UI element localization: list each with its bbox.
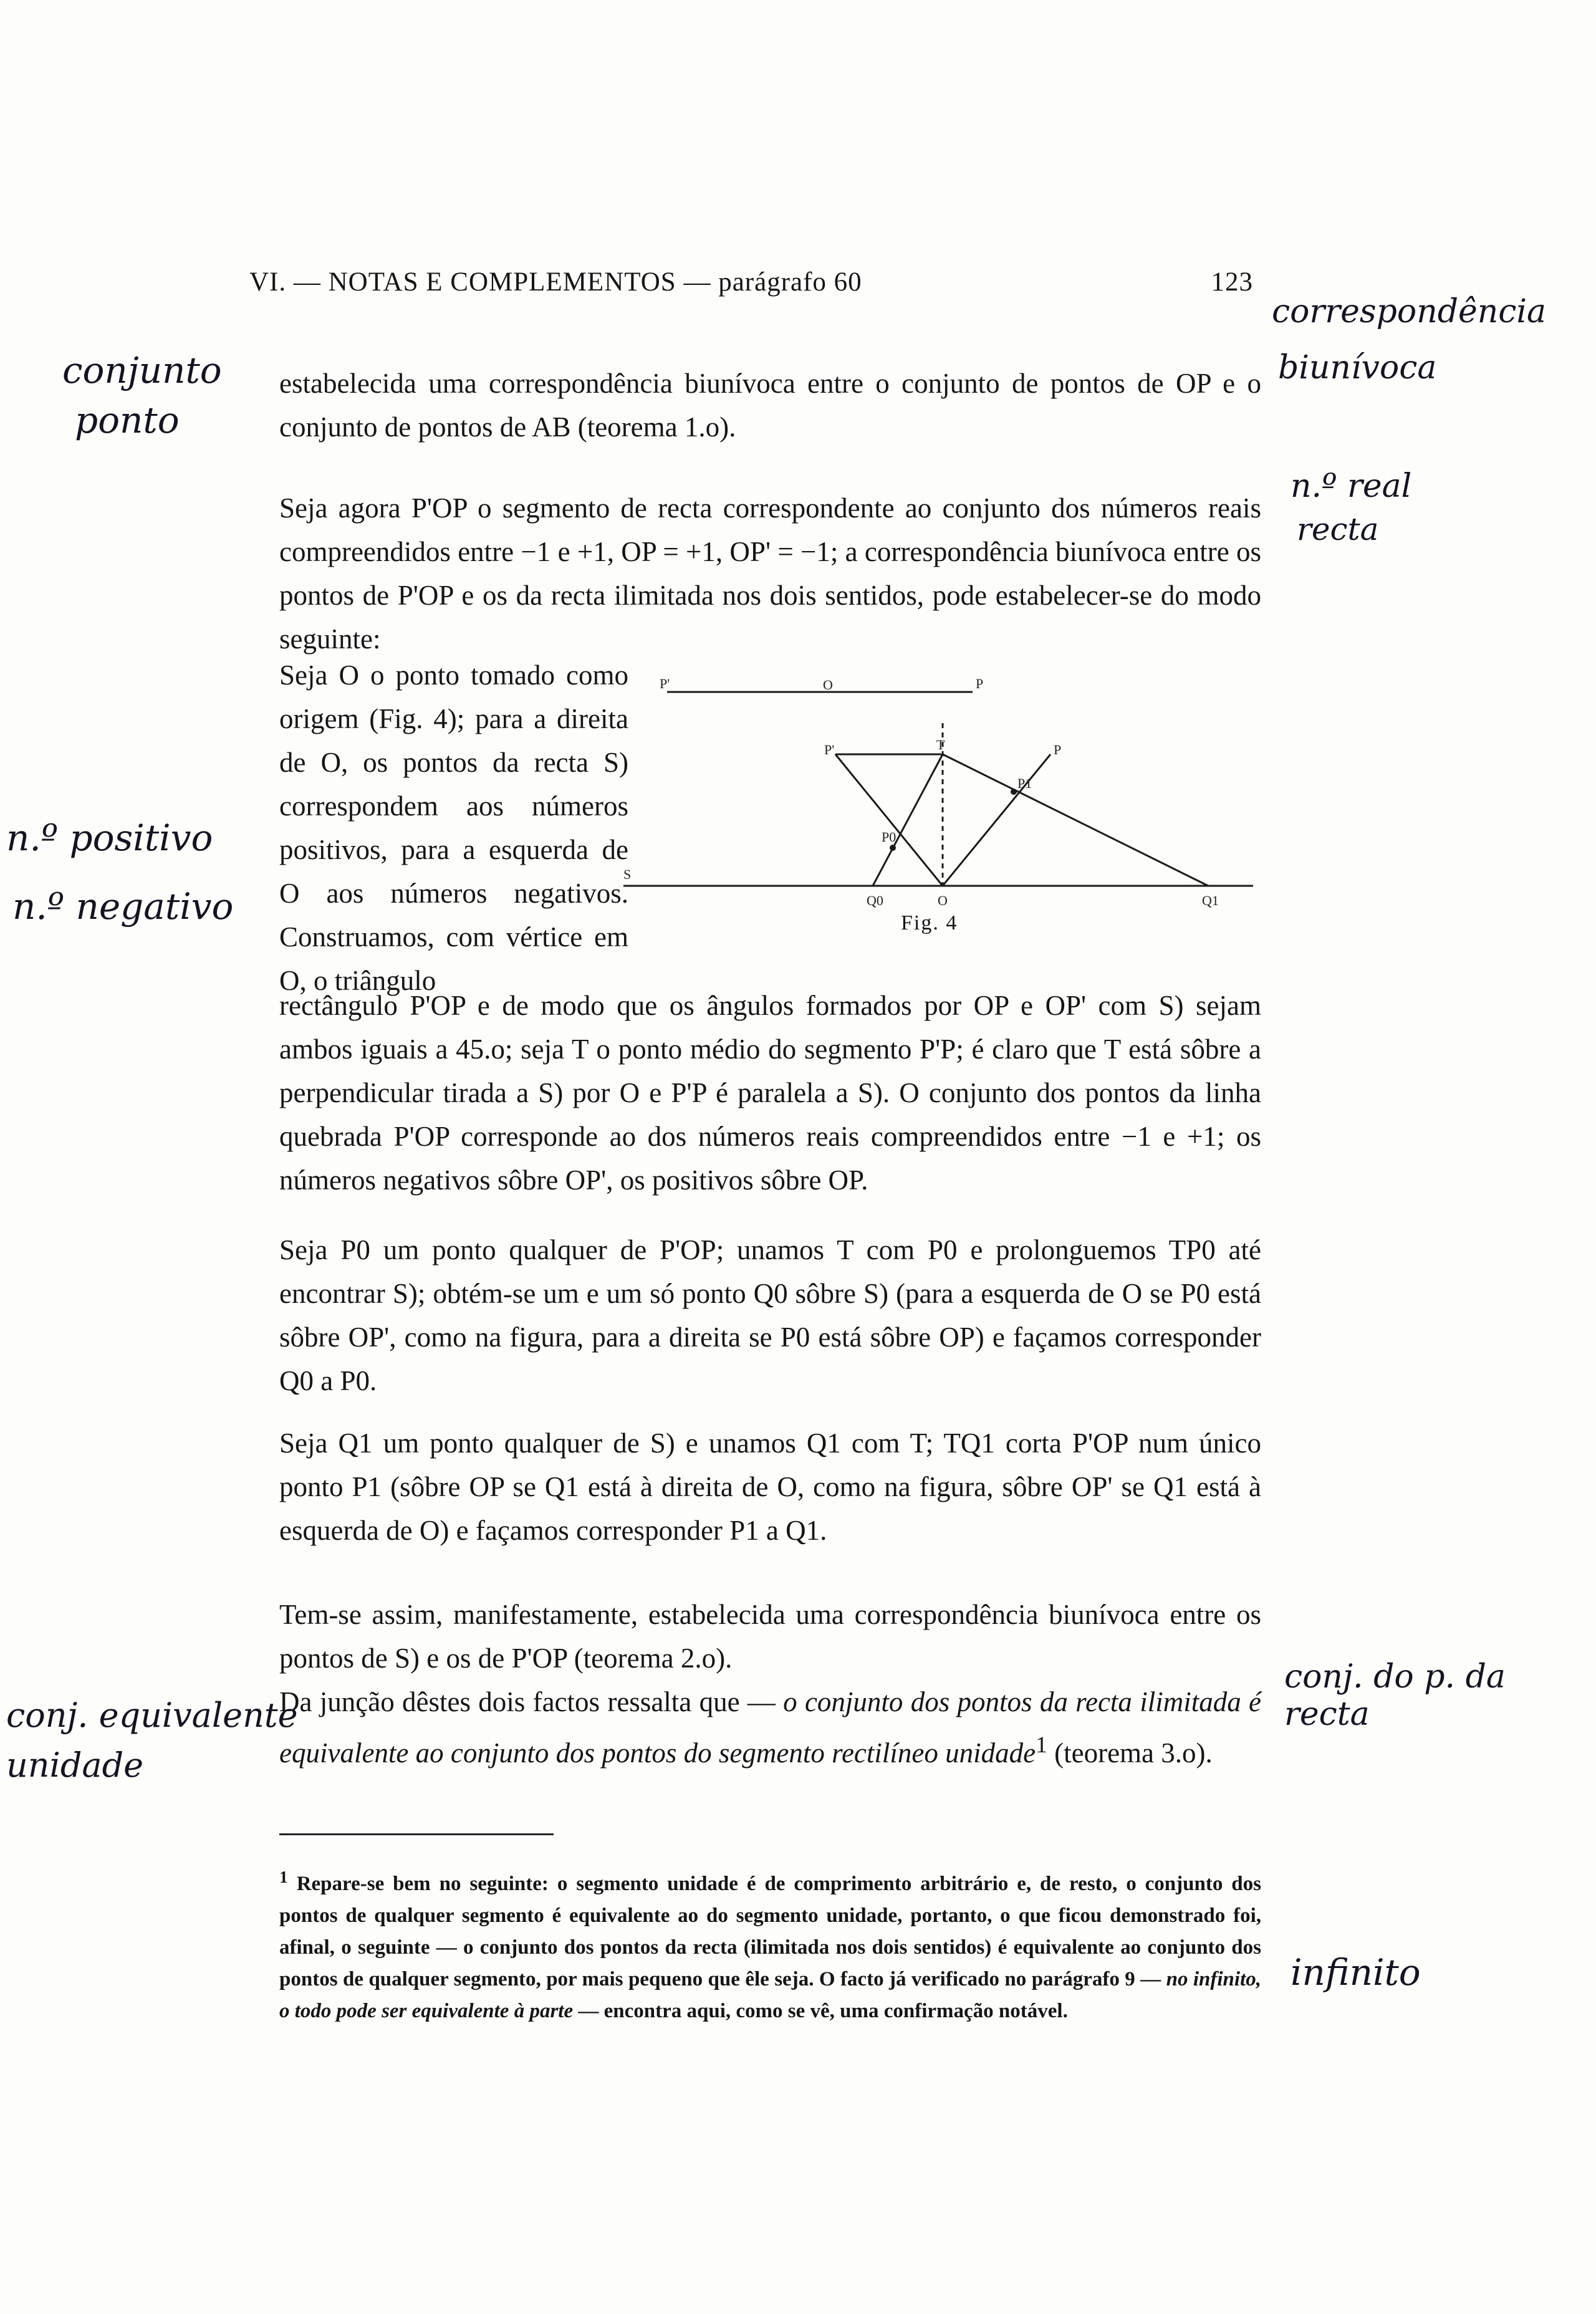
paragraph-6-text: Tem-se assim, manifestamente, estabelecida uma correspondência biunívoca entre os pontos de S) e os de P'OP (teorema 2.o).: [279, 1599, 1261, 1674]
fig-line-t-q0: [873, 754, 943, 886]
footnote-italic: no infinito, o todo pode ser equivalente à parte: [279, 1968, 1261, 2022]
margin-note-conj-equivalente: conj. equivalente: [6, 1696, 298, 1735]
footnote-ref: 1: [1036, 1732, 1047, 1758]
paragraph-2: [279, 486, 1261, 661]
fig-point-p1: [1011, 789, 1017, 795]
paragraph-3-continued: [279, 984, 1261, 1202]
running-header: [249, 267, 1259, 304]
fig-label-pprime-top: P': [660, 676, 670, 691]
margin-note-correspondencia: correspondência: [1272, 293, 1546, 330]
margin-note-conjunto: conjunto: [62, 349, 222, 391]
paragraph-1-text: estabelecida uma correspondência biunívoca entre o conjunto de pontos de OP e o conjunto de pontos de AB (teorema 1.o).: [279, 368, 1261, 443]
margin-note-ponto: ponto: [75, 399, 180, 441]
margin-note-recta: recta: [1297, 511, 1379, 547]
paragraph-4-text: Seja P0 um ponto qualquer de P'OP; unamos T com P0 e prolonguemos TP0 até encontrar S); obtém-se um e um só ponto Q0 sôbre S) (para a esquerda de O se P0 está sôbre OP', como na figura, para a direita se P0 está sôbre OP) e façamos corresponder Q0 a P0.: [279, 1234, 1261, 1396]
fig-label-s: S: [623, 867, 632, 882]
paragraph-3-cont-text: rectângulo P'OP e de modo que os ângulos formados por OP e OP' com S) sejam ambos iguais a 45.o; seja T o ponto médio do segmento P'P; é claro que T está sôbre a perpendicular tirada a S) por O e P'P é paralela a S). O conjunto dos pontos da linha quebrada P'OP corresponde ao dos números reais compreendidos entre −1 e +1; os números negativos sôbre OP', os positivos sôbre OP.: [279, 990, 1261, 1196]
page-number: 123: [1211, 267, 1253, 297]
fig-label-t: T: [936, 737, 945, 752]
paragraph-4: [279, 1228, 1261, 1403]
paragraph-5-text: Seja Q1 um ponto qualquer de S) e unamos Q1 com T; TQ1 corta P'OP num único ponto P1 (sôbre OP se Q1 está à direita de O, como na figura, sôbre OP' se Q1 está à esquerda de O) e façamos corresponder P1 a Q1.: [279, 1428, 1261, 1546]
fig-label-pprime: P': [824, 742, 835, 757]
margin-note-biunivoca: biunívoca: [1278, 349, 1437, 386]
fig-point-p0: [890, 845, 896, 851]
fig-label-p0: P0: [882, 829, 897, 845]
margin-note-n-real: n.º real: [1291, 468, 1412, 505]
paragraph-3-wrapped: [279, 653, 628, 1002]
paragraph-7-tail: (teorema 3.o).: [1054, 1737, 1213, 1769]
fig-label-q0: Q0: [867, 893, 883, 908]
fig-label-o-top: O: [823, 677, 833, 693]
fig-line-t-q1: [943, 754, 1208, 886]
paragraph-7-text: [279, 1680, 1261, 1775]
paragraph-7-lead: Da junção dêstes dois factos ressalta que —: [279, 1686, 776, 1717]
running-title: VI. — NOTAS E COMPLEMENTOS — parágrafo 60: [249, 267, 862, 297]
margin-note-conj-recta: conj. do p. da recta: [1284, 1658, 1506, 1733]
paragraph-5: [279, 1421, 1261, 1552]
paragraph-6: [279, 1593, 1261, 1680]
footnote: [279, 1861, 1261, 2027]
fig-label-p-top: P: [976, 676, 984, 691]
margin-note-unidade: unidade: [6, 1745, 144, 1785]
figure-caption: Fig. 4: [901, 911, 958, 934]
paragraph-7-theorem: o conjunto dos pontos da recta ilimitada é equivalente ao conjunto dos pontos do segmento rectilíneo unidade: [279, 1686, 1261, 1769]
footnote-rule: [279, 1833, 554, 1835]
fig-segment-pprime-o: [835, 754, 943, 886]
fig-label-o: O: [938, 893, 948, 908]
paragraph-3-wrap-text: Seja O o ponto tomado como origem (Fig. 4); para a direita de O, os pontos da recta S) correspondem aos números positivos, para a esquerda de O aos números negativos. Construamos, com vértice em O, o triângulo: [279, 660, 628, 996]
footnote-marker: 1: [279, 1867, 288, 1886]
margin-note-n-positivo: n.º positivo: [6, 817, 213, 859]
margin-note-n-negativo: n.º negativo: [12, 885, 234, 928]
footnote-lead: Repare-se bem no seguinte: o segmento unidade é de comprimento arbitrário e, de resto, o conjunto dos pontos de qualquer segmento é equivalente ao do segmento unidade, portanto, o que ficou demonstrado foi, afinal, o seguinte — o conjunto dos pontos da recta (ilimitada nos dois sentidos) é equivalente ao conjunto dos pontos de qualquer segmento, por mais pequeno que êle seja. O facto já verificado no parágrafo 9 —: [279, 1873, 1261, 1990]
fig-label-p: P: [1054, 742, 1062, 757]
footnote-tail: — encontra aqui, como se vê, uma confirmação notável.: [578, 2000, 1068, 2022]
paragraph-7: [279, 1680, 1261, 1775]
fig-label-p1: P1: [1017, 775, 1032, 791]
figure-4: [623, 673, 1272, 941]
fig-label-q1: Q1: [1202, 893, 1219, 908]
paragraph-1: [279, 362, 1261, 449]
paragraph-2-text: Seja agora P'OP o segmento de recta correspondente ao conjunto dos números reais compreendidos entre −1 e +1, OP = +1, OP' = −1; a correspondência biunívoca entre os pontos de P'OP e os da recta ilimitada nos dois sentidos, pode estabelecer-se do modo seguinte:: [279, 492, 1261, 655]
fig-segment-o-p: [943, 754, 1050, 886]
margin-note-infinito: infinito: [1291, 1951, 1421, 1994]
